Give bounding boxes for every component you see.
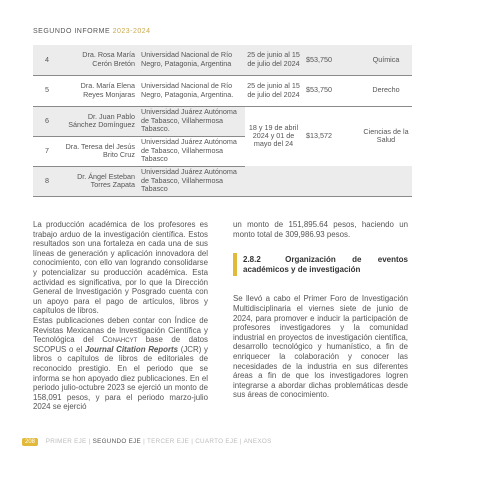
section-title: Organización de eventos académicos y de investigación	[243, 255, 408, 274]
researcher-name: Dra. María Elena Reyes Monjaras	[61, 75, 138, 106]
table-row	[33, 75, 412, 106]
text-span: (JCR) y libros o capítulos de libros de editoriales de reconocido prestigio. En el periodo que se informa se hon apoyado diez publicaciones. En el periodo julio-octubre 2023 se ejerció un monto de 158,091 pesos, y para el periodo marzo-julio 2024 se ejerció	[33, 344, 208, 412]
researcher-name: Dra. Teresa del Jesús Brito Cruz	[61, 136, 138, 166]
institution: Universidad Juárez Autónoma de Tabasco, Villahermosa Tabasco.	[138, 106, 245, 136]
page-footer	[22, 438, 272, 446]
row-number: 5	[33, 75, 61, 106]
researcher-name: Dra. Rosa María Cerón Bretón	[61, 45, 138, 75]
page-number: 208	[22, 438, 38, 446]
section-number: 2.8.2	[243, 255, 261, 265]
report-header	[33, 28, 151, 35]
report-year: 2023-2024	[112, 28, 151, 35]
researcher-name: Dr. Ángel Esteban Torres Zapata	[61, 166, 138, 196]
row-number: 7	[33, 136, 61, 166]
empty-cell	[245, 166, 412, 196]
section-heading	[233, 253, 408, 276]
text-span: base de datos SCOPUS o el	[33, 335, 208, 354]
stay-dates: 25 de junio al 15 de julio del 2024	[245, 45, 302, 75]
institution: Universidad Nacional de Río Negro, Patagonia, Argentina.	[138, 75, 245, 106]
paragraph: La producción académica de los profesores es trabajo arduo de la investigación científica. Estos resultados son una fortaleza en cada una de sus líneas de generación y aplicación innovadora del conocimiento, con ello van logrando consolidarse y potencializar su producción académica. Esta actividad es significativa, por lo que la Dirección General de Investigación y Posgrado cuenta con un apoyo para el pago de artículos, libros y capítulos de libros.	[33, 220, 208, 316]
amount: $13,572	[302, 106, 360, 166]
paragraph: un monto de 151,895.64 pesos, haciendo un monto total de 309,986.93 pesos.	[233, 220, 408, 239]
institution: Universidad Juárez Autónoma de Tabasco, Villahermosa Tabasco	[138, 166, 245, 196]
stay-dates: 25 de junio al 15 de julio del 2024	[245, 75, 302, 106]
row-number: 4	[33, 45, 61, 75]
section-nav: PRIMER EJE | SEGUNDO EJE | TERCER EJE | CUARTO EJE | ANEXOS	[45, 438, 272, 445]
table-row	[33, 45, 412, 75]
nav-link-tercer-eje[interactable]: TERCER EJE	[146, 438, 190, 445]
nav-link-segundo-eje[interactable]: SEGUNDO EJE	[92, 438, 142, 445]
researcher-name: Dr. Juan Pablo Sánchez Domínguez	[61, 106, 138, 136]
nav-link-anexos[interactable]: ANEXOS	[243, 438, 272, 445]
institution: Universidad Juárez Autónoma de Tabasco, Villahermosa Tabasco	[138, 136, 245, 166]
nav-link-primer-eje[interactable]: PRIMER EJE	[45, 438, 87, 445]
amount: $53,750	[302, 75, 360, 106]
row-number: 6	[33, 106, 61, 136]
stay-dates: 18 y 19 de abril 2024 y 01 de mayo del 24	[245, 106, 302, 166]
paragraph	[33, 316, 208, 412]
table-row	[33, 166, 412, 196]
text-span: Estas publicaciones deben contar con Índice de Revistas Mexicanas de Investigación Científica y Tecnológica del	[33, 315, 208, 345]
paragraph: Se llevó a cabo el Primer Foro de Investigación Multidisciplinaria el viernes siete de junio de 2024, para promover e inducir la participación de profesores investigadores y la comunidad industrial en proyectos de investigación científica, desarrollo tecnológico y humanístico, a fin de enriquecer la colaboración y conocer las necesidades de la industria en sus diferentes áreas a fin de que los investigadores logren integrarse a abordar dichas problemáticas desde sus áreas de conocimiento.	[233, 294, 408, 400]
left-column	[33, 220, 208, 412]
amount: $53,750	[302, 45, 360, 75]
right-column	[233, 220, 408, 400]
conahcyt-name: Conahcyt	[102, 335, 138, 345]
journal-name: Journal Citation Reports	[84, 344, 179, 354]
funding-table	[33, 45, 412, 197]
area: Derecho	[360, 75, 412, 106]
area: Química	[360, 45, 412, 75]
nav-link-cuarto-eje[interactable]: CUARTO EJE	[195, 438, 238, 445]
institution: Universidad Nacional de Río Negro, Patagonia, Argentina	[138, 45, 245, 75]
area: Ciencias de la Salud	[360, 106, 412, 166]
row-number: 8	[33, 166, 61, 196]
report-title: SEGUNDO INFORME	[33, 28, 111, 35]
table-row	[33, 106, 412, 136]
